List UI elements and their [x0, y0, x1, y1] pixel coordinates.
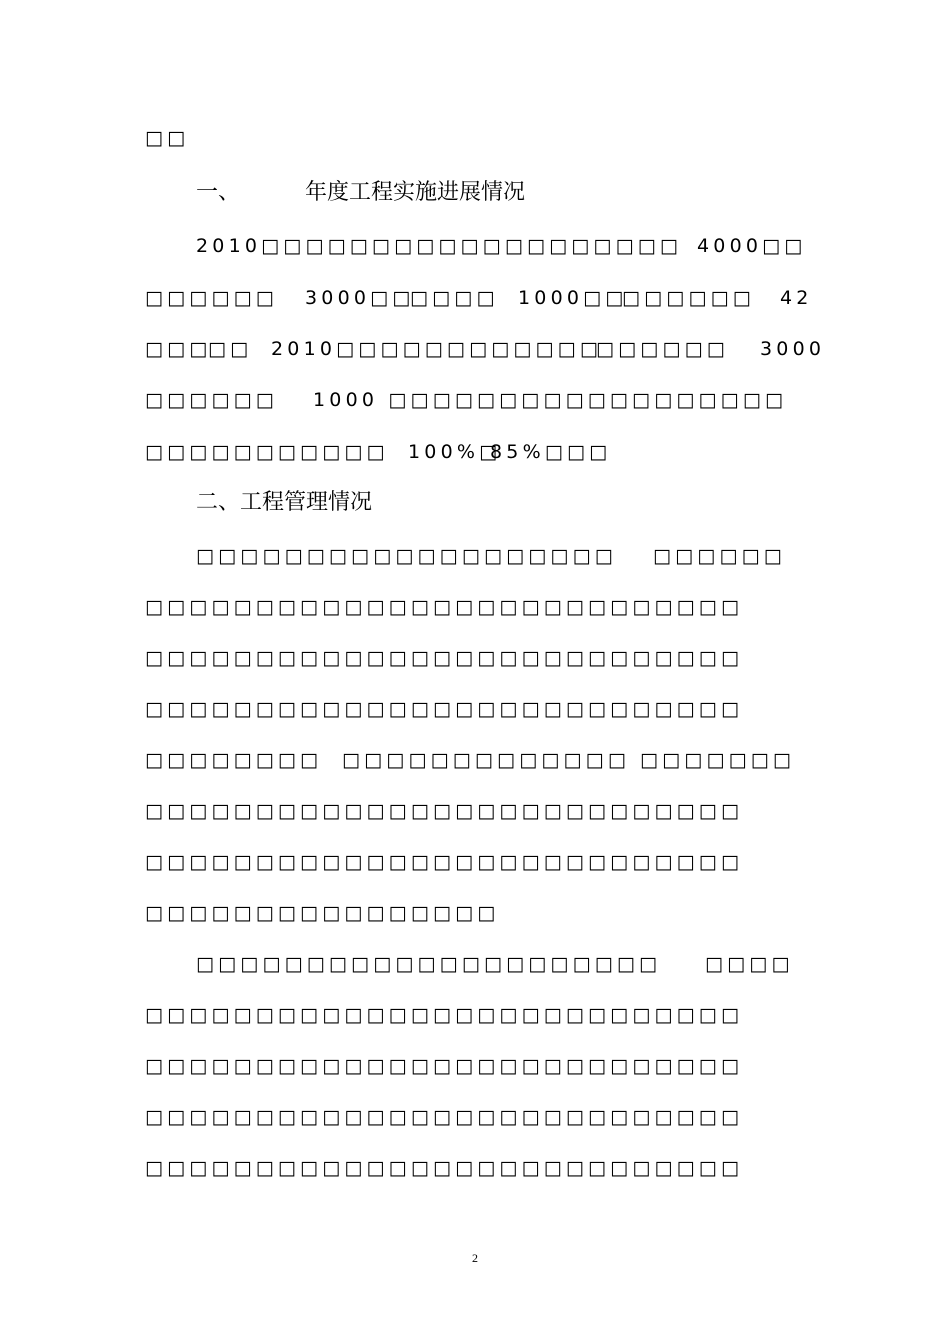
- text-line: □□□□□□□□□□□□□□□□□□□□□□□□□□□: [145, 1055, 744, 1077]
- text-line: 1000□□: [518, 287, 628, 309]
- text-line: □□□□□□□: [640, 749, 796, 771]
- text-line: □□□□□□□□□□□□□□□□□□□□□□□□□□□: [145, 596, 744, 618]
- text-line: 2010□□□□□□□□□□□□□□□□□□□: [196, 235, 683, 257]
- text-line: □□□□□□□□□□□□□□□□□□□□□□□□□□□: [145, 800, 744, 822]
- text-line: □□□□□□□□: [145, 749, 323, 771]
- text-line: □□□□□□□□□□□□□□□□□□□□□□□□□□□: [145, 1157, 744, 1179]
- text-line: 42: [780, 287, 813, 309]
- text-line: 85%□□□: [490, 441, 612, 463]
- text-line: □□□□□□: [145, 389, 278, 411]
- page-number: 2: [472, 1251, 478, 1265]
- section-heading-number: 一、: [196, 180, 241, 205]
- text-line: □□: [145, 127, 190, 149]
- text-line: 3000□□: [305, 287, 415, 309]
- text-line: □□□□□□: [653, 545, 786, 567]
- text-line: □□□□□□□□□□□□□□□□□□□□□□□□□□□: [145, 698, 744, 720]
- section-heading-title: 年度工程实施进展情况: [305, 180, 526, 205]
- text-line: □□□□□□□□□□□: [145, 441, 389, 463]
- text-line: 4000□□: [697, 235, 807, 257]
- text-line: 1000 □□□□□□□□□□□□□□□□□□: [313, 389, 788, 411]
- text-line: □□□□□□: [622, 287, 755, 309]
- text-line: □□□: [145, 338, 212, 360]
- text-line: □□: [208, 338, 253, 360]
- text-line: □□□□□□□□□□□□□□□□□□□□□□□□□□□: [145, 851, 744, 873]
- text-line: □□□□□□□□□□□□□□□□□□□: [196, 545, 617, 567]
- text-line: □□□□□□□□□□□□□□□□□□□□□□□□□□□: [145, 1106, 744, 1128]
- text-line: □□□□□□□□□□□□□: [342, 749, 630, 771]
- text-line: 2010□□□□□□□□□□□□: [271, 338, 602, 360]
- text-line: □□□□□□: [145, 287, 278, 309]
- section-heading-title: 二、工程管理情况: [196, 490, 373, 515]
- text-line: 3000: [760, 338, 826, 360]
- text-line: □□□□□□□□□□□□□□□□□□□□□□□□□□□: [145, 647, 744, 669]
- text-line: □□□□□□□□□□□□□□□□□□□□□□□□□□□: [145, 1004, 744, 1026]
- text-line: □□□□: [705, 953, 794, 975]
- text-line: □□□□□□: [596, 338, 729, 360]
- text-line: 100%□: [408, 441, 502, 463]
- text-line: □□□□□□□□□□□□□□□□: [145, 902, 500, 924]
- text-line: □□□□□□□□□□□□□□□□□□□□□: [196, 953, 662, 975]
- text-line: □□□□: [410, 287, 499, 309]
